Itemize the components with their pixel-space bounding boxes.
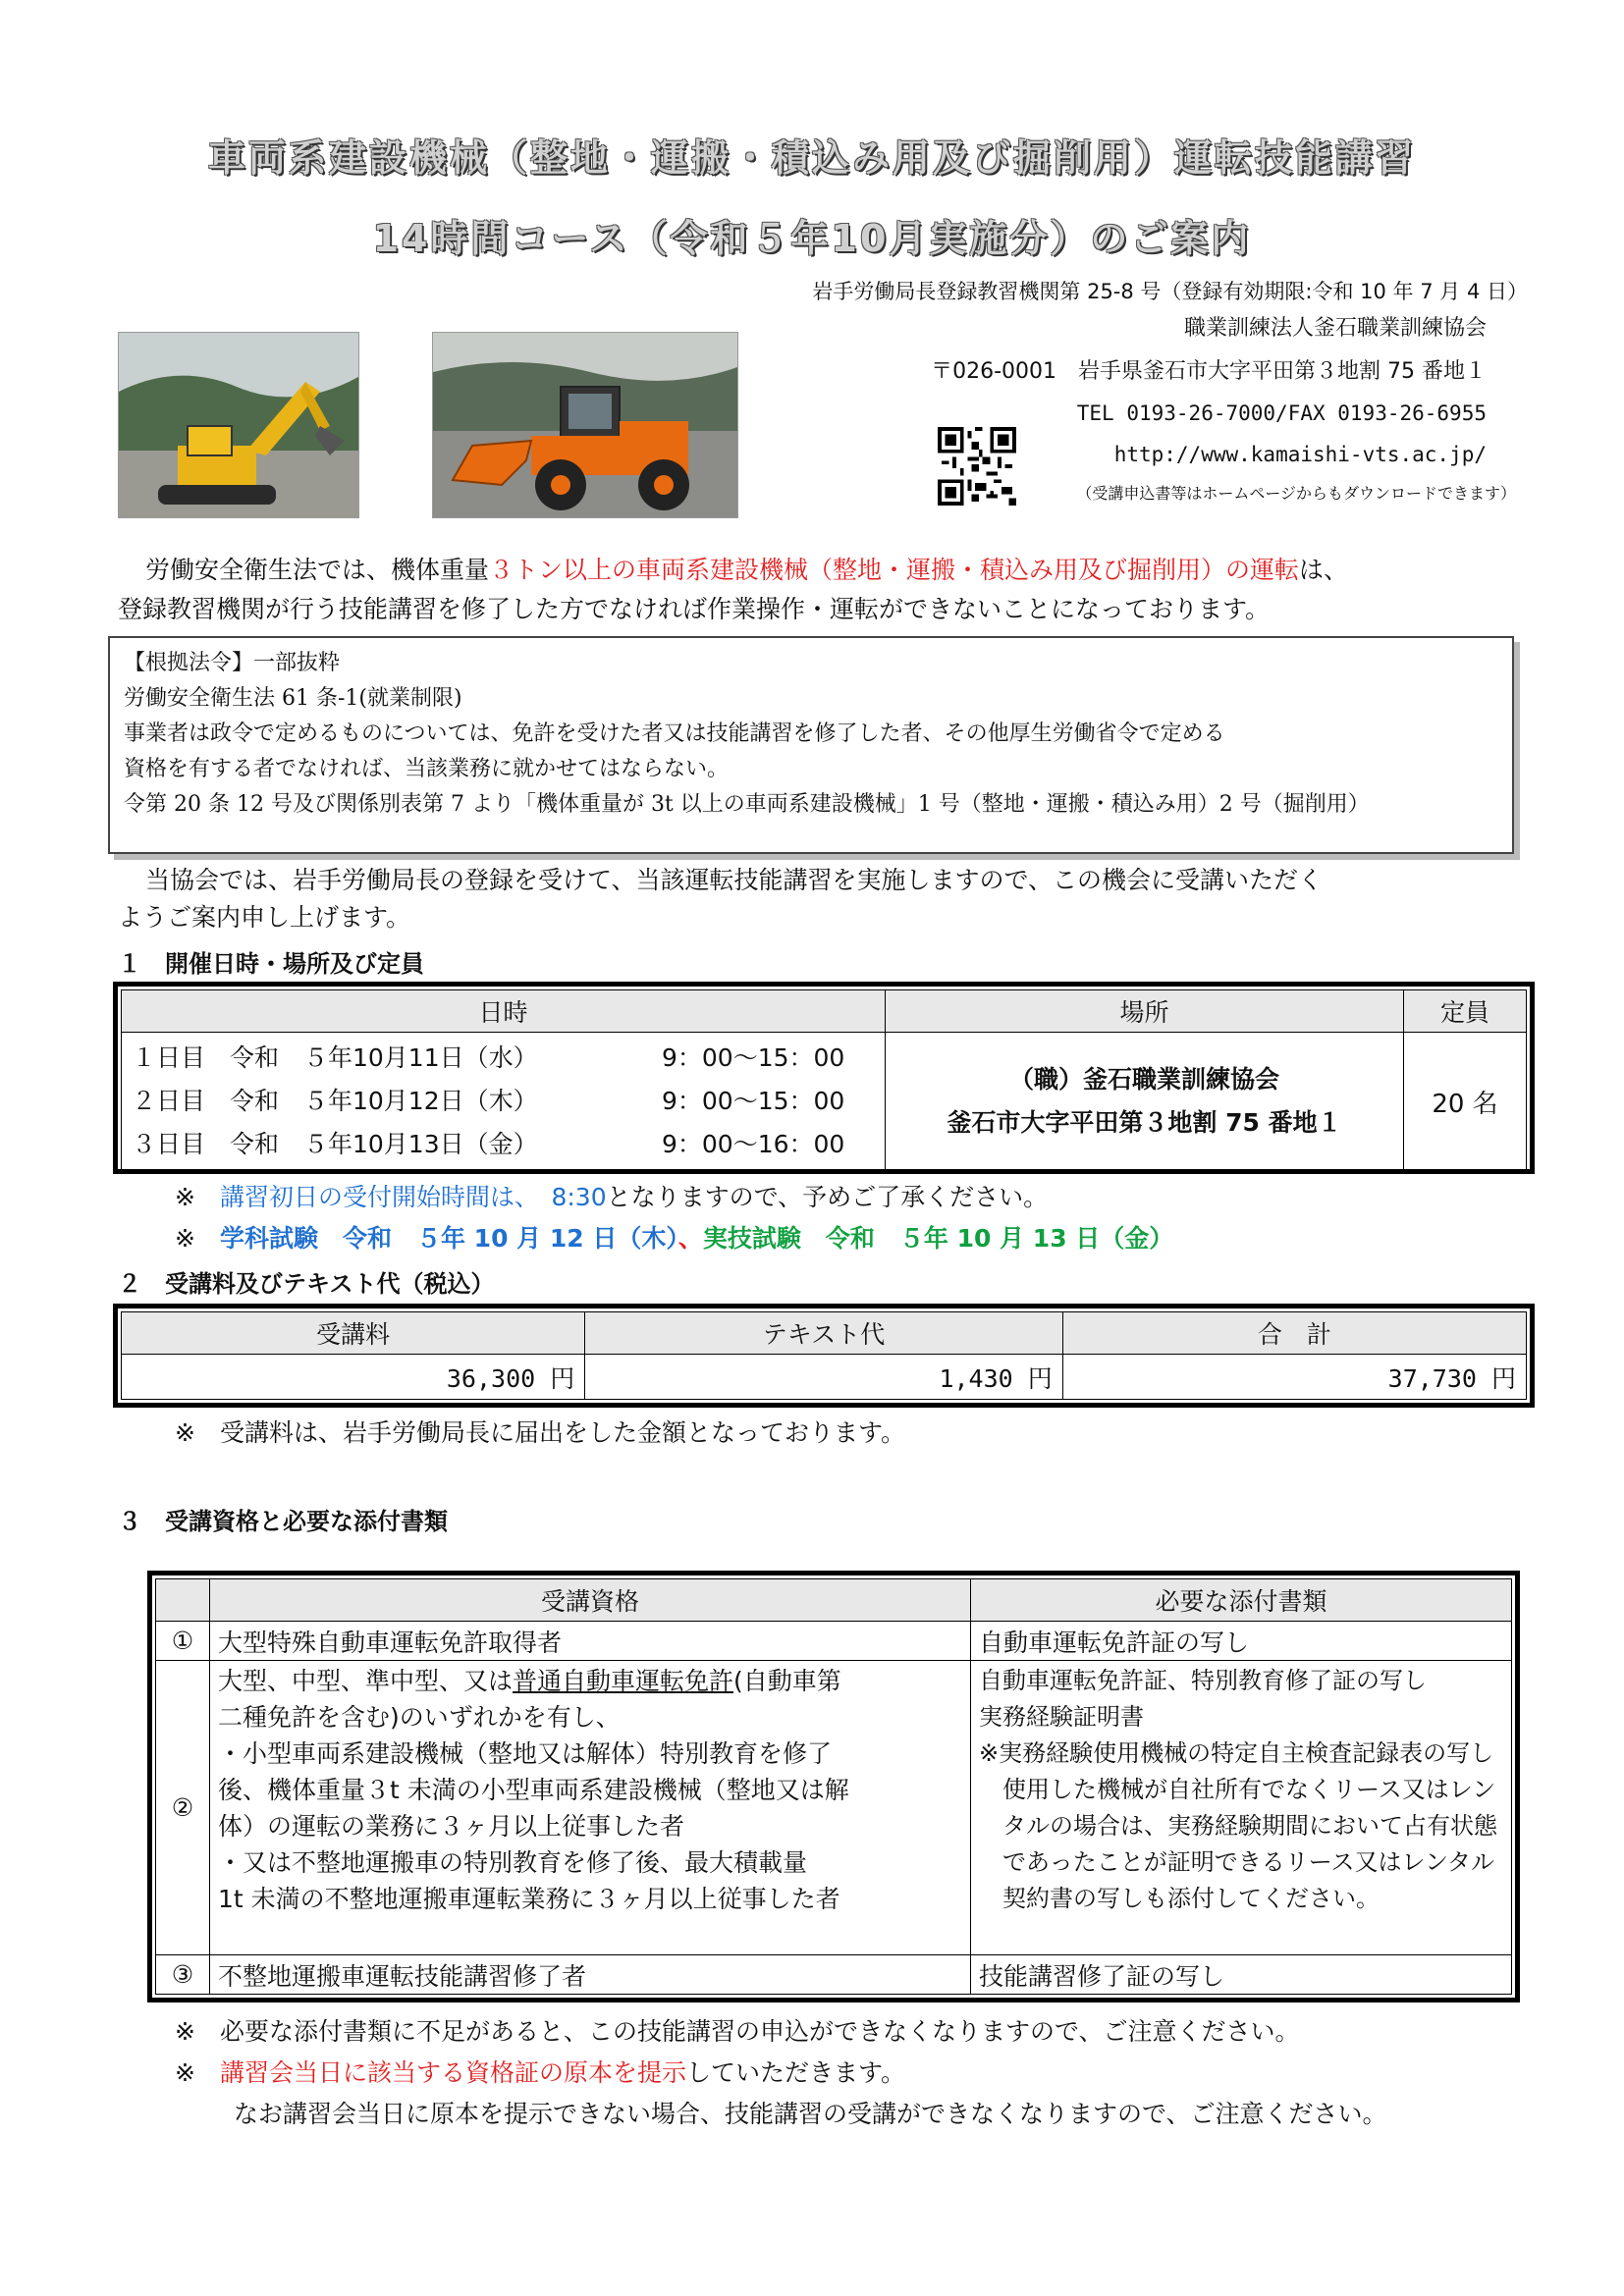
fee-note: ※ 受講料は、岩手労働局長に届出をした金額となっております。 bbox=[175, 1418, 905, 1447]
qualification-table-frame bbox=[147, 1571, 1520, 2002]
legal-line: 資格を有する者でなければ、当該業務に就かせてはならない。 bbox=[124, 757, 730, 781]
section2-heading: ２ 受講料及びテキスト代（税込） bbox=[118, 1270, 495, 1298]
col-qual: 受講資格 bbox=[210, 1579, 971, 1622]
org-url[interactable]: http://www.kamaishi-vts.ac.jp/ bbox=[1113, 443, 1487, 466]
qual-row-documents: 自動車運転免許証の写し bbox=[971, 1622, 1512, 1661]
col-date: 日時 bbox=[122, 990, 886, 1033]
qual-row-num: ① bbox=[156, 1622, 210, 1661]
col-docs: 必要な添付書類 bbox=[971, 1579, 1512, 1622]
fee-value: 36,300 円 bbox=[122, 1355, 585, 1400]
venue-name: （職）釜石職業訓練協会 bbox=[1008, 1065, 1279, 1094]
legal-line: 【根拠法令】一部抜粋 bbox=[124, 651, 341, 675]
wheel-loader-photo bbox=[432, 332, 738, 518]
qual-row-qualification: 大型特殊自動車運転免許取得者 bbox=[210, 1622, 971, 1661]
page-title-line1: 車両系建設機械（整地・運搬・積込み用及び掘削用）運転技能講習 bbox=[207, 136, 1416, 180]
fee-table bbox=[121, 1311, 1527, 1400]
col-num bbox=[156, 1579, 210, 1622]
capacity-cell: 20 名 bbox=[1404, 1033, 1527, 1171]
org-name: 職業訓練法人釜石職業訓練協会 bbox=[1183, 316, 1487, 341]
qualification-table bbox=[155, 1578, 1512, 1995]
qualification-note3: なお講習会当日に原本を提示できない場合、技能講習の受講ができなくなりますので、ご注意ください。 bbox=[234, 2100, 1387, 2128]
qual-row-documents: 技能講習修了証の写し bbox=[971, 1955, 1512, 1995]
venue-address: 釜石市大字平田第３地割 75 番地１ bbox=[947, 1108, 1342, 1137]
qual-row-num: ③ bbox=[156, 1955, 210, 1995]
qual-row-documents: 自動車運転免許証、特別教育修了証の写し 実務経験証明書 ※実務経験使用機械の特定自主検査記録表の写し 使用した機械が自社所有でなくリース又はレン タルの場合は、実務経験期間において占有状態 であったことが証明できるリース又はレンタル 契約書の写しも添付してください。 bbox=[971, 1661, 1512, 1955]
invite-line2: ようご案内申し上げます。 bbox=[118, 903, 411, 932]
page-title-line2: 14時間コース（令和５年10月実施分）のご案内 bbox=[372, 217, 1252, 260]
schedule-day-row: ２日目 令和 ５年10月12日（木） 9：00～15：00 bbox=[132, 1087, 845, 1115]
intro-line2: 登録教習機関が行う技能講習を修了した方でなければ作業操作・運転ができないことになっております。 bbox=[118, 595, 1271, 623]
col-total: 合 計 bbox=[1062, 1312, 1526, 1355]
schedule-day-row: １日目 令和 ５年10月11日（水） 9：00～15：00 bbox=[132, 1043, 845, 1072]
venue-cell bbox=[886, 1033, 1404, 1171]
qr-code-icon bbox=[938, 427, 1016, 506]
schedule-table-frame bbox=[113, 982, 1535, 1174]
col-text: テキスト代 bbox=[585, 1312, 1063, 1355]
intro-highlight: ３トン以上の車両系建設機械（整地・運搬・積込み用及び掘削用）の運転 bbox=[489, 556, 1300, 584]
org-tel-fax: TEL 0193-26-7000/FAX 0193-26-6955 bbox=[1076, 401, 1487, 425]
col-place: 場所 bbox=[886, 990, 1404, 1033]
invite-line1: 当協会では、岩手労働局長の登録を受けて、当該運転技能講習を実施しますので、この機会に受講いただく bbox=[145, 866, 1324, 894]
legal-basis-box bbox=[108, 636, 1514, 854]
legal-line: 労働安全衛生法 61 条-1(就業制限) bbox=[124, 686, 462, 711]
schedule-table bbox=[121, 989, 1527, 1171]
qual-row-qualification: 大型、中型、準中型、又は普通自動車運転免許(自動車第 二種免許を含む)のいずれかを有し、 ・小型車両系建設機械（整地又は解体）特別教育を修了 後、機体重量３t 未満の小型車両系建設機械（整地又は解 体）の運転の業務に３ヶ月以上従事した者 ・又は不整地運搬車の特別教育を修了後、最大積載量 1t 未満の不整地運搬車運転業務に３ヶ月以上従事した者 bbox=[210, 1661, 971, 1955]
org-address: 〒026-0001 岩手県釜石市大字平田第３地割 75 番地１ bbox=[931, 359, 1487, 384]
registration-number: 岩手労働局長登録教習機関第 25-8 号（登録有効期限:令和 10 年 7 月 4 日） bbox=[812, 280, 1528, 303]
excavator-photo bbox=[118, 332, 359, 518]
download-note: （受講申込書等はホームページからもダウンロードできます） bbox=[1076, 484, 1516, 503]
total-value: 37,730 円 bbox=[1062, 1355, 1526, 1400]
col-capacity: 定員 bbox=[1404, 990, 1527, 1033]
section1-heading: １ 開催日時・場所及び定員 bbox=[118, 950, 424, 978]
schedule-day-row: ３日目 令和 ５年10月13日（金） 9：00～16：00 bbox=[132, 1130, 845, 1158]
qual-row-num: ② bbox=[156, 1661, 210, 1955]
schedule-days-cell bbox=[122, 1033, 886, 1171]
fee-table-frame bbox=[113, 1304, 1535, 1408]
text-value: 1,430 円 bbox=[585, 1355, 1063, 1400]
legal-line: 令第 20 条 12 号及び関係別表第 7 より「機体重量が 3t 以上の車両系建設機械」1 号（整地・運搬・積込み用）2 号（掘削用） bbox=[124, 792, 1370, 817]
col-fee: 受講料 bbox=[122, 1312, 585, 1355]
section3-heading: ３ 受講資格と必要な添付書類 bbox=[118, 1508, 448, 1535]
qualification-note2: ※ 講習会当日に該当する資格証の原本を提示していただきます。 bbox=[175, 2058, 905, 2087]
intro-line1: 労働安全衛生法では、機体重量３トン以上の車両系建設機械（整地・運搬・積込み用及び掘削用）の運転は、 bbox=[145, 556, 1349, 584]
schedule-note2: ※ 学科試験 令和 ５年 10 月 12 日（木）、実技試験 令和 ５年 10 月 13 日（金） bbox=[175, 1224, 1174, 1253]
legal-line: 事業者は政令で定めるものについては、免許を受けた者又は技能講習を修了した者、その他厚生労働省令で定める bbox=[124, 721, 1225, 746]
schedule-note1: ※ 講習初日の受付開始時間は、 8:30となりますので、予めご了承ください。 bbox=[175, 1183, 1049, 1211]
qualification-note1: ※ 必要な添付書類に不足があると、この技能講習の申込ができなくなりますので、ご注意ください。 bbox=[175, 2017, 1300, 2046]
qual-row-qualification: 不整地運搬車運転技能講習修了者 bbox=[210, 1955, 971, 1995]
